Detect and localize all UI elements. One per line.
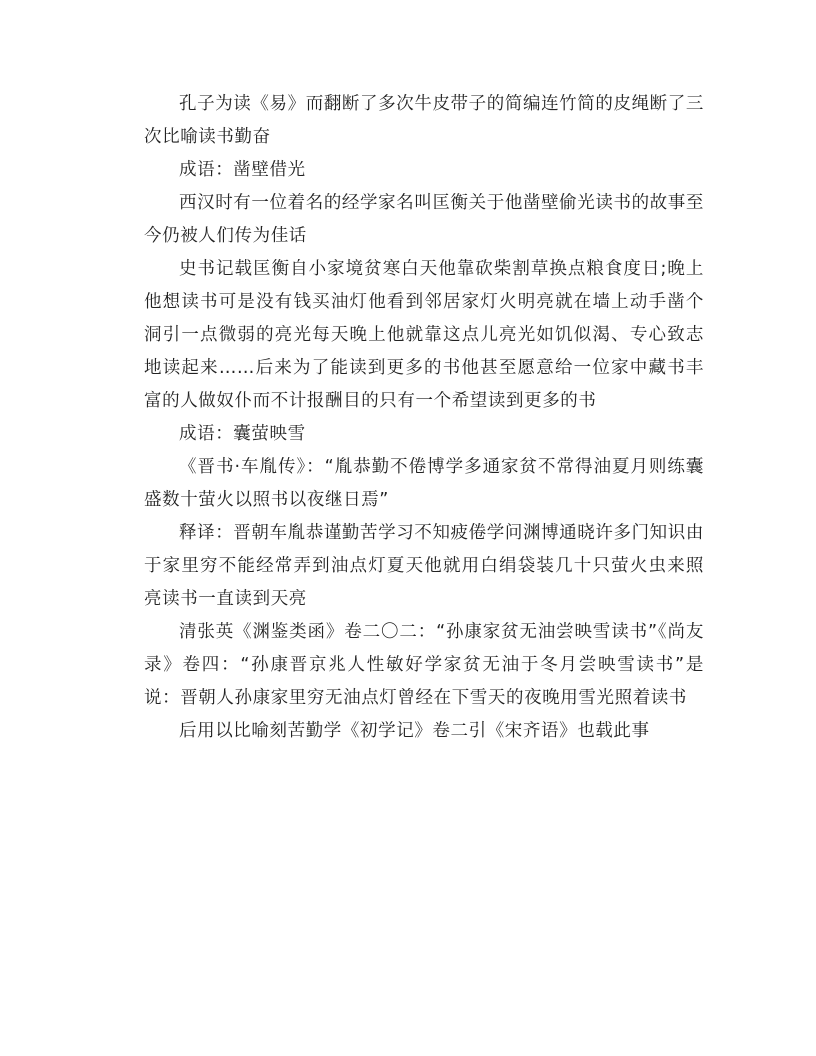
paragraph-closing: 后用以比喻刻苦勤学《初学记》卷二引《宋齐语》也载此事 bbox=[179, 721, 650, 741]
paragraph-idiom-heading: 成语：囊萤映雪 bbox=[179, 424, 306, 444]
paragraph-jinshu-quote: 《晋书·车胤传》：“胤恭勤不倦博学多通家贫不常得油夏月则练囊盛数十萤火以照书以夜继日焉” bbox=[144, 457, 704, 510]
paragraph-idiom-heading: 成语：凿壁借光 bbox=[179, 160, 306, 180]
paragraph-kuang-heng-intro: 西汉时有一位着名的经学家名叫匡衡关于他凿壁偷光读书的故事至今仍被人们传为佳话 bbox=[144, 193, 704, 246]
paragraph-sun-kang: 清张英《渊鉴类函》卷二〇二：“孙康家贫无油尝映雪读书”《尚友录》卷四：“孙康晋京兆人性敏好学家贫无油于冬月尝映雪读书”是说：晋朝人孙康家里穷无油点灯曾经在下雪天的夜晚用雪光照着读书 bbox=[144, 622, 704, 708]
paragraph-translation: 释译：晋朝车胤恭谨勤苦学习不知疲倦学问渊博通晓许多门知识由于家里穷不能经常弄到油点灯夏天他就用白绢袋装几十只萤火虫来照亮读书一直读到天亮 bbox=[144, 523, 704, 609]
paragraph-kuang-heng-story: 史书记载匡衡自小家境贫寒白天他靠砍柴割草换点粮食度日;晚上他想读书可是没有钱买油灯他看到邻居家灯火明亮就在墙上动手凿个洞引一点微弱的亮光每天晚上他就靠这点儿亮光如饥似渴、专心致志地读起来……后来为了能读到更多的书他甚至愿意给一位家中藏书丰富的人做奴仆而不计报酬目的只有一个希望读到更多的书 bbox=[144, 259, 704, 411]
paragraph-confucius-yi: 孔子为读《易》而翻断了多次牛皮带子的简编连竹简的皮绳断了三次比喻读书勤奋 bbox=[144, 94, 704, 147]
document-body bbox=[144, 88, 704, 748]
